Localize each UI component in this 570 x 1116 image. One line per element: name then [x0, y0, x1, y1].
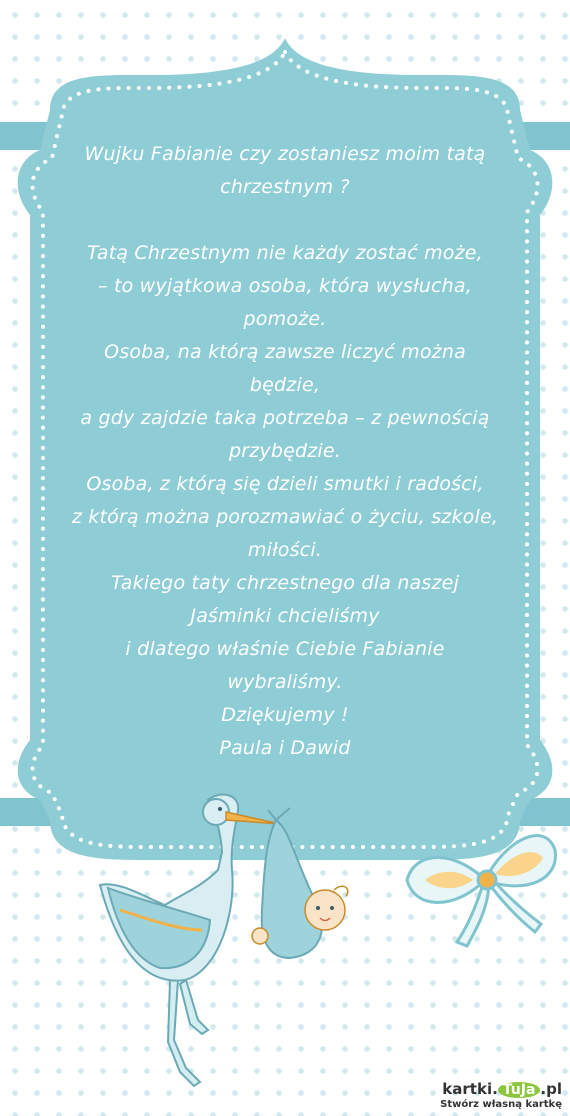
baby-bundle — [262, 820, 322, 958]
poem-line: i dlatego właśnie Ciebie Fabianie — [125, 638, 445, 660]
poem-line: Jaśminki chcieliśmy — [190, 605, 380, 627]
poem-line: będzie, — [249, 374, 321, 396]
poem-line: Osoba, na którą zawsze liczyć można — [104, 341, 466, 363]
site-logo — [440, 1080, 562, 1098]
poem-line: wybraliśmy. — [227, 671, 343, 693]
stork-with-baby-icon — [90, 790, 370, 1100]
ribbon-bow-icon — [395, 810, 565, 950]
spacer — [48, 204, 522, 237]
greeting-line: chrzestnym ? — [220, 176, 350, 198]
poem-line: pomoże. — [243, 308, 327, 330]
greeting-line: Wujku Fabianie czy zostaniesz moim tatą — [84, 143, 486, 165]
signature-line: Paula i Dawid — [219, 737, 351, 759]
poem-line: – to wyjątkowa osoba, która wysłucha, — [98, 275, 472, 297]
brand-watermark — [440, 1080, 562, 1110]
site-name-prefix: kartki. — [442, 1080, 498, 1098]
stork-legs — [168, 980, 208, 1086]
poem-line: Takiego taty chrzestnego dla naszej — [110, 572, 460, 594]
site-tagline: Stwórz własną kartkę — [440, 1099, 562, 1110]
site-name-badge: TuJa — [498, 1082, 541, 1098]
site-name-suffix: .pl — [540, 1080, 562, 1098]
poem-line: Osoba, z którą się dzieli smutki i radości, — [86, 473, 484, 495]
poem-line: a gdy zajdzie taka potrzeba – z pewnością — [80, 407, 490, 429]
stork-head — [203, 799, 229, 825]
baby-hand — [252, 928, 268, 944]
poem-line: Tatą Chrzestnym nie każdy zostać może, — [87, 242, 483, 264]
poem-line: Dziękujemy ! — [221, 704, 349, 726]
poem-line: przybędzie. — [228, 440, 342, 462]
poem-line: miłości. — [247, 539, 323, 561]
card-message — [48, 138, 522, 765]
poem-line: z którą można porozmawiać o życiu, szkole, — [71, 506, 499, 528]
baby-face — [305, 890, 345, 930]
